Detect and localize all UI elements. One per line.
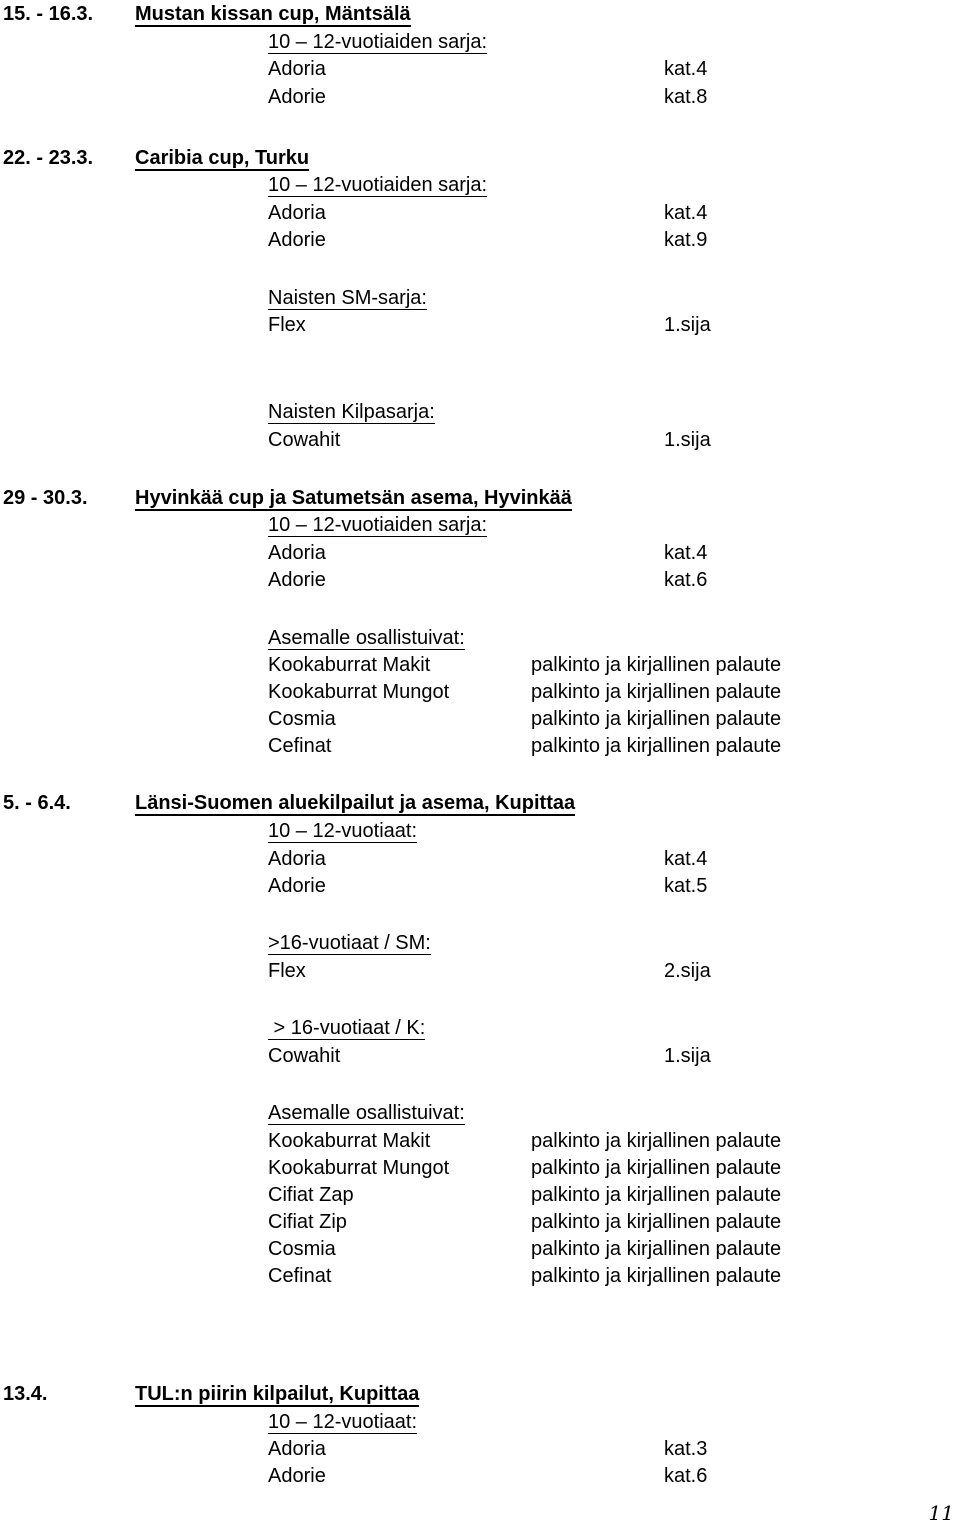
team-name: Cosmia xyxy=(268,1238,336,1260)
team-name: Kookaburrat Mungot xyxy=(268,1157,450,1179)
result-placement: 1.sija xyxy=(664,314,711,336)
category-label: 10 – 12-vuotiaat: xyxy=(268,1411,417,1433)
result-placement: kat.4 xyxy=(664,542,708,564)
event-date: 22. - 23.3. xyxy=(3,147,94,169)
result-award: palkinto ja kirjallinen palaute xyxy=(531,681,782,703)
team-name: Adorie xyxy=(268,86,326,108)
result-award: palkinto ja kirjallinen palaute xyxy=(531,1211,782,1233)
team-name: Cosmia xyxy=(268,708,336,730)
event-title: Caribia cup, Turku xyxy=(135,147,310,169)
event-title: Mustan kissan cup, Mäntsälä xyxy=(135,3,411,25)
team-name: Cowahit xyxy=(268,1045,341,1067)
result-award: palkinto ja kirjallinen palaute xyxy=(531,1130,782,1152)
result-placement: kat.8 xyxy=(664,86,708,108)
result-award: palkinto ja kirjallinen palaute xyxy=(531,1265,782,1287)
team-name: Adorie xyxy=(268,569,326,591)
team-name: Cifiat Zap xyxy=(268,1184,354,1206)
category-label: Naisten SM-sarja: xyxy=(268,287,427,309)
event-title: Hyvinkää cup ja Satumetsän asema, Hyvinkää xyxy=(135,487,572,509)
team-name: Adorie xyxy=(268,229,326,251)
category-label: > 16-vuotiaat / K: xyxy=(268,1017,426,1039)
event-date: 5. - 6.4. xyxy=(3,792,71,814)
event-title: Länsi-Suomen aluekilpailut ja asema, Kupittaa xyxy=(135,792,576,814)
result-placement: kat.4 xyxy=(664,58,708,80)
result-placement: kat.5 xyxy=(664,875,708,897)
result-placement: 1.sija xyxy=(664,429,711,451)
team-name: Cefinat xyxy=(268,1265,332,1287)
result-award: palkinto ja kirjallinen palaute xyxy=(531,654,782,676)
result-placement: kat.4 xyxy=(664,202,708,224)
team-name: Adoria xyxy=(268,1438,326,1460)
result-award: palkinto ja kirjallinen palaute xyxy=(531,735,782,757)
team-name: Kookaburrat Makit xyxy=(268,1130,431,1152)
event-title: TUL:n piirin kilpailut, Kupittaa xyxy=(135,1383,420,1405)
team-name: Flex xyxy=(268,314,306,336)
result-award: palkinto ja kirjallinen palaute xyxy=(531,1157,782,1179)
event-date: 13.4. xyxy=(3,1383,48,1405)
team-name: Adoria xyxy=(268,202,326,224)
team-name: Kookaburrat Mungot xyxy=(268,681,450,703)
result-award: palkinto ja kirjallinen palaute xyxy=(531,1238,782,1260)
team-name: Adoria xyxy=(268,542,326,564)
result-award: palkinto ja kirjallinen palaute xyxy=(531,708,782,730)
team-name: Cowahit xyxy=(268,429,341,451)
result-placement: kat.9 xyxy=(664,229,708,251)
category-label: 10 – 12-vuotiaat: xyxy=(268,820,417,842)
category-label: Naisten Kilpasarja: xyxy=(268,401,435,423)
category-label: 10 – 12-vuotiaiden sarja: xyxy=(268,174,488,196)
team-name: Adorie xyxy=(268,1465,326,1487)
result-placement: kat.4 xyxy=(664,848,708,870)
event-date: 15. - 16.3. xyxy=(3,3,94,25)
category-label: 10 – 12-vuotiaiden sarja: xyxy=(268,31,488,53)
team-name: Adoria xyxy=(268,848,326,870)
event-date: 29 - 30.3. xyxy=(3,487,88,509)
team-name: Adoria xyxy=(268,58,326,80)
result-placement: 2.sija xyxy=(664,960,711,982)
category-label: Asemalle osallistuivat: xyxy=(268,1102,465,1124)
category-label: 10 – 12-vuotiaiden sarja: xyxy=(268,514,488,536)
team-name: Cifiat Zip xyxy=(268,1211,347,1233)
result-award: palkinto ja kirjallinen palaute xyxy=(531,1184,782,1206)
result-placement: kat.3 xyxy=(664,1438,708,1460)
result-placement: kat.6 xyxy=(664,569,708,591)
category-label: Asemalle osallistuivat: xyxy=(268,627,465,649)
team-name: Adorie xyxy=(268,875,326,897)
team-name: Cefinat xyxy=(268,735,332,757)
team-name: Kookaburrat Makit xyxy=(268,654,431,676)
team-name: Flex xyxy=(268,960,306,982)
category-label: >16-vuotiaat / SM: xyxy=(268,932,431,954)
result-placement: 1.sija xyxy=(664,1045,711,1067)
result-placement: kat.6 xyxy=(664,1465,708,1487)
page-number: 11 xyxy=(928,1501,954,1525)
